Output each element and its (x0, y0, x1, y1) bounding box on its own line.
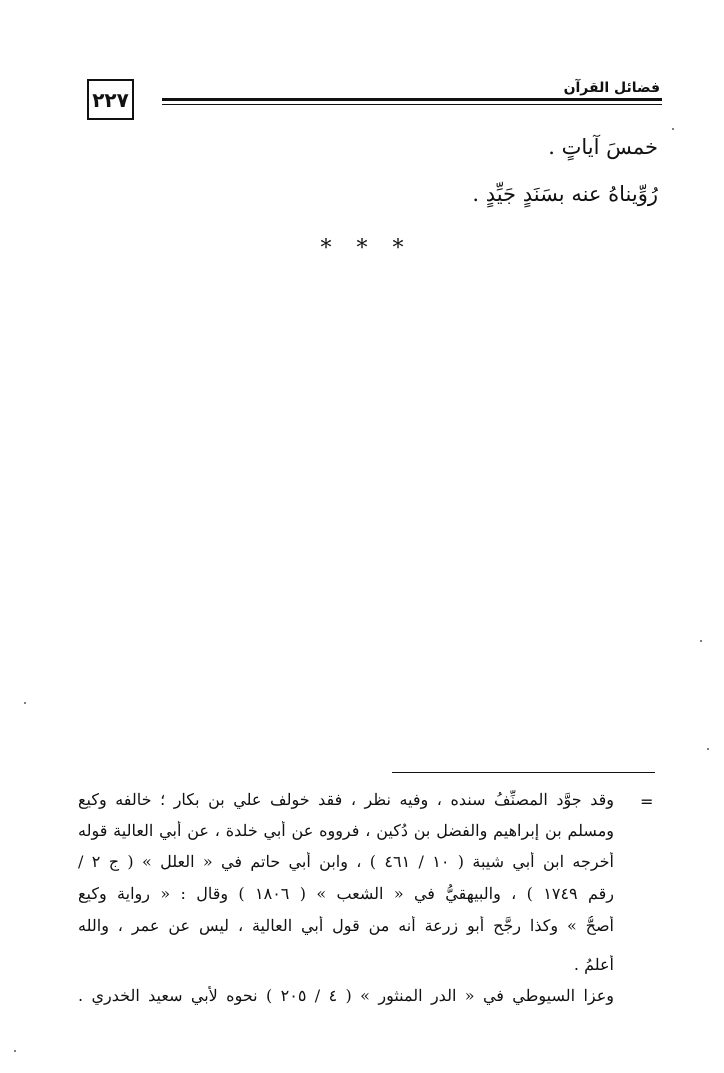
body-line-2: رُوِّيناهُ عنه بسَنَدٍ جَيِّدٍ . (472, 182, 658, 206)
scan-speck (672, 128, 674, 130)
scan-speck (700, 640, 702, 642)
footnote-line-4: رقم ١٧٤٩ ) ، والبيهقيُّ في « الشعب » ( ١٨٠٦ ) وقال : « رواية وكيع (78, 884, 614, 903)
page-number: ٢٢٧ (92, 87, 129, 112)
header-rule-thick (162, 98, 662, 101)
footnote-line-5: أصحُّ » وكذا رجَّح أبو زرعة أنه من قول أبي العالية ، ليس عن عمر ، والله (78, 916, 614, 935)
footnote-line-1: وقد جوَّد المصنِّفُ سنده ، وفيه نظر ، فقد خولف علي بن بكار ؛ خالفه وكيع (78, 790, 614, 809)
footnote-line-6: أعلمُ . (573, 955, 614, 974)
header-rule-thin (162, 104, 662, 105)
footnote-line-2: ومسلم بن إبراهيم والفضل بن دُكين ، فرووه عن أبي خلدة ، عن أبي العالية قوله (78, 821, 614, 840)
footnote-line-3: أخرجه ابن أبي شيبة ( ١٠ / ٤٦١ ) ، وابن أبي حاتم في « العلل » ( ج ٢ / (78, 852, 614, 871)
running-title: فضائل القرآن (563, 80, 660, 96)
footnote-separator (392, 772, 655, 773)
footnote-continuation-marker: = (640, 792, 654, 811)
body-line-1: خمسَ آياتٍ . (548, 135, 658, 159)
scan-speck (24, 702, 26, 704)
page-number-box (87, 79, 134, 120)
section-separator: * * * (320, 236, 404, 261)
footnote-line-7: وعزا السيوطي في « الدر المنثور » ( ٤ / ٢٠٥ ) نحوه لأبي سعيد الخدري . (78, 986, 614, 1005)
scan-speck (707, 748, 709, 750)
scan-speck (14, 1050, 16, 1052)
